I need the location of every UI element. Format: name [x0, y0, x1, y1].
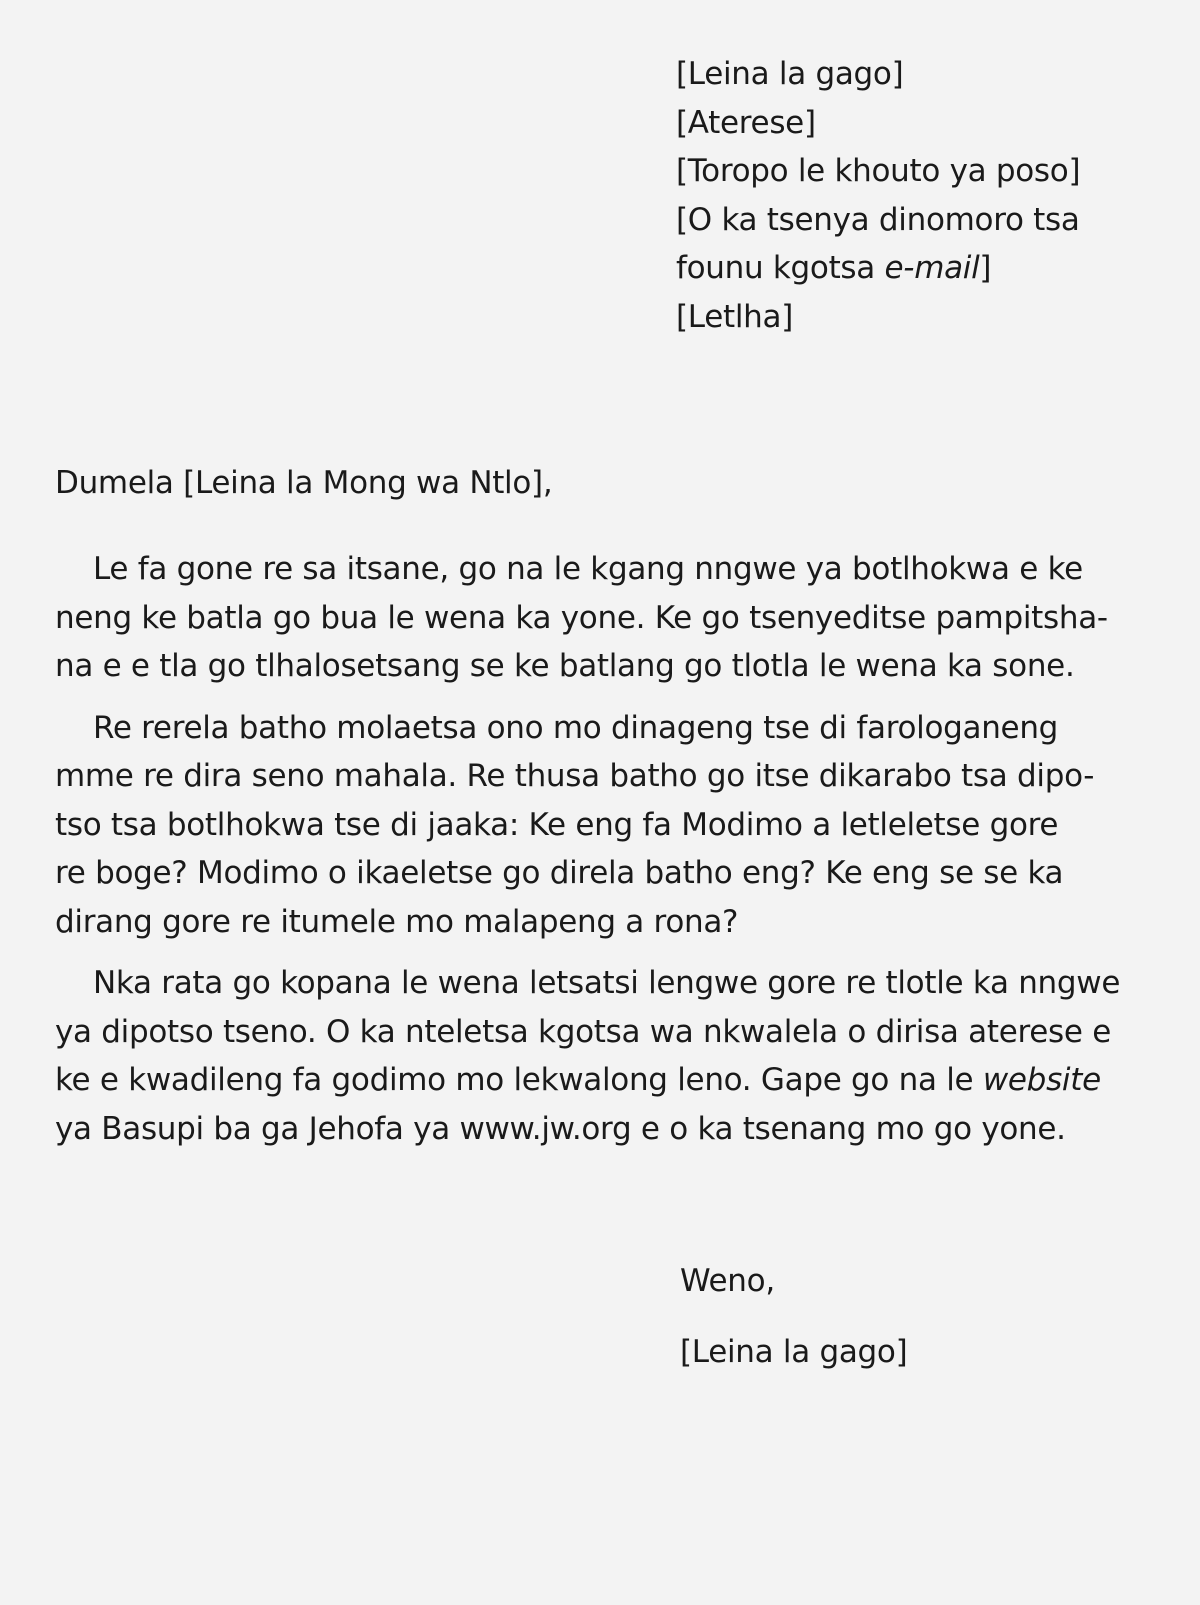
sender-city-postal: [Toropo le khouto ya poso]	[676, 153, 1081, 189]
paragraph-line: tso tsa botlhokwa tse di jaaka: Ke eng fa Modimo a letleletse gore	[55, 806, 1059, 843]
paragraph-line: na e e tla go tlhalosetsang se ke batlang go tlotla le wena ka sone.	[55, 648, 1075, 684]
sender-address: [Aterese]	[676, 104, 816, 141]
paragraph-line: Nka rata go kopana le wena letsatsi lengwe gore re tlotle ka nngwe	[93, 965, 1121, 1001]
closing: Weno,	[680, 1263, 775, 1299]
paragraph-line: Re rerela batho molaetsa ono mo dinageng tse di farologaneng	[93, 709, 1059, 746]
paragraph-line: ya Basupi ba ga Jehofa ya www.jw.org e o ka tsenang mo go yone.	[55, 1110, 1066, 1147]
website-word: website	[982, 1062, 1101, 1098]
paragraph-line	[55, 1056, 1148, 1105]
salutation: Dumela [Leina la Mong wa Ntlo],	[55, 465, 553, 501]
sender-name: [Leina la gago]	[676, 56, 904, 92]
signature: [Leina la gago]	[680, 1334, 908, 1370]
paragraph-line: neng ke batla go bua le wena ka yone. Ke go tsenyeditse pampitsha-	[55, 599, 1108, 636]
paragraph-line: re boge? Modimo o ikaeletse go direla batho eng? Ke eng se se ka	[55, 855, 1064, 891]
paragraph-line: dirang gore re itumele mo malapeng a rona?	[55, 903, 739, 940]
contact-prefix: founu kgotsa	[676, 250, 885, 286]
contact-email-word: e-mail	[884, 250, 980, 286]
paragraph-1	[55, 545, 1148, 691]
contact-suffix: ]	[979, 250, 992, 286]
paragraph-3	[55, 959, 1148, 1153]
sender-address-block	[676, 50, 1136, 341]
sender-date: [Letlha]	[676, 298, 793, 335]
sender-contact-line-2	[676, 244, 1136, 293]
paragraph-line: mme re dira seno mahala. Re thusa batho go itse dikarabo tsa dipo-	[55, 758, 1095, 794]
paragraph-2	[55, 704, 1148, 947]
paragraph-line: ya dipotso tseno. O ka nteletsa kgotsa wa nkwalela o dirisa aterese e	[55, 1013, 1111, 1050]
paragraph-line-text: ke e kwadileng fa godimo mo lekwalong leno. Gape go na le	[55, 1062, 983, 1098]
letter-body	[55, 545, 1148, 1166]
paragraph-line: Le fa gone re sa itsane, go na le kgang nngwe ya botlhokwa e ke	[93, 551, 1083, 587]
sender-contact-line-1: [O ka tsenya dinomoro tsa	[676, 201, 1080, 238]
